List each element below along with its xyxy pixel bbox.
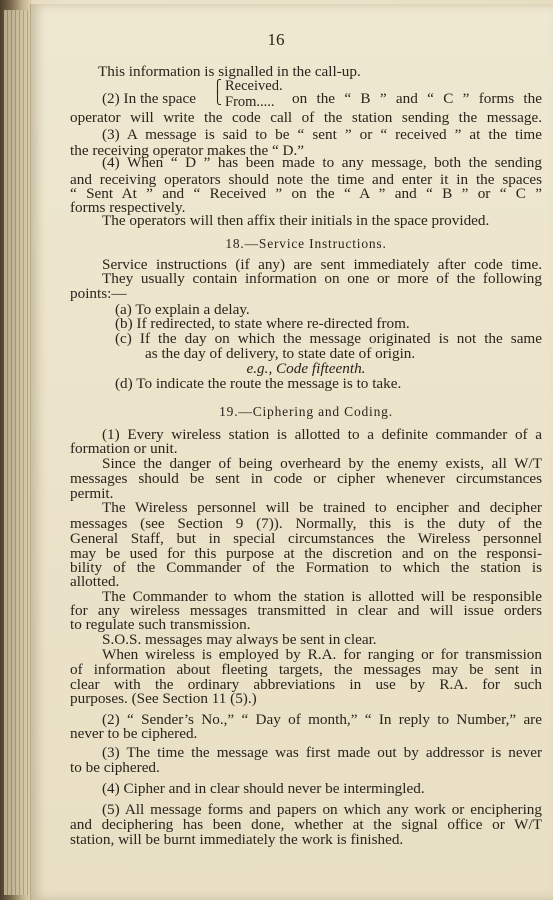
text-line: (2) In the space (102, 90, 197, 107)
text-line: permit. (70, 485, 114, 502)
text-line: never to be ciphered. (70, 725, 198, 742)
text-line: bility of the Commander of the Formation to which the station is (70, 559, 542, 576)
brace-icon: ⎧ ⎩ (213, 79, 222, 105)
text-line: (3) The time the message was first made out by addressor is never (102, 744, 542, 761)
text-line: points:— (70, 285, 127, 302)
text-line: clear with the ordinary abbreviations in use by R.A. for such (70, 676, 542, 693)
list-item: (a) To explain a delay. (115, 301, 250, 318)
text-line: to be ciphered. (70, 759, 160, 776)
text-line: e.g., Code fifteenth. (246, 360, 366, 377)
text-line: S.O.S. messages may always be sent in clear. (102, 631, 377, 648)
text-line: They usually contain information on one or more of the following (102, 270, 542, 287)
text-line: the receiving operator makes the “ D.” (70, 142, 305, 159)
list-item: (c) If the day on which the message originated is not the same (115, 330, 542, 347)
text-line: This information is signalled in the call-up. (98, 63, 361, 80)
text-line: (1) Every wireless station is allotted to a definite commander of a (102, 426, 542, 443)
text-line: may be used for this purpose at the discretion and on the responsi- (70, 545, 542, 562)
text-line: Service instructions (if any) are sent immediately after code time. (102, 256, 542, 273)
list-item: (d) To indicate the route the message is to take. (115, 375, 402, 392)
text-line: messages should be sent in code or cipher whenever circumstances (70, 470, 542, 487)
text-line: purposes. (See Section 11 (5).) (70, 690, 257, 707)
text-line: (5) All message forms and papers on which any work or enciphering (102, 801, 542, 818)
text-line: formation or unit. (70, 440, 178, 457)
text-line: When wireless is employed by R.A. for ranging or for transmission (102, 646, 542, 663)
text-line: for any wireless messages transmitted in clear and will issue orders (70, 602, 542, 619)
text-line: and receiving operators should note the time and enter it in the spaces (70, 171, 542, 188)
text-line: “ Sent At ” and “ Received ” on the “ A ” and “ B ” or “ C ” (70, 185, 542, 202)
list-item: (b) If redirected, to state where re-directed from. (115, 315, 410, 332)
section-heading: 18.—Service Instructions. (225, 236, 387, 251)
text-line: The operators will then affix their initials in the space provided. (102, 212, 490, 229)
text-line: on the “ B ” and “ C ” forms the (292, 90, 542, 107)
section-heading: 19.—Ciphering and Coding. (219, 404, 393, 419)
text-line: Since the danger of being overheard by the enemy exists, all W/T (102, 455, 542, 472)
text-line: (4) When “ D ” has been made to any message, both the sending (102, 154, 542, 171)
text-line: The Wireless personnel will be trained to encipher and decipher (102, 499, 542, 516)
text-line: as the day of delivery, to state date of origin. (145, 345, 416, 362)
text-line: messages (see Section 9 (7)). Normally, this is the duty of the (70, 515, 542, 532)
text-line: station, will be burnt immediately the work is finished. (70, 831, 404, 848)
text-line: (2) “ Sender’s No.,” “ Day of month,” “ In reply to Number,” are (102, 711, 542, 728)
text-line: forms respectively. (70, 199, 186, 216)
text-line: General Staff, but in special circumstances the Wireless personnel (70, 530, 542, 547)
text-line: of information about fleeting targets, the messages may be sent in (70, 661, 542, 678)
text-line: From..... (225, 94, 275, 110)
text-line: The Commander to whom the station is allotted will be responsible (102, 588, 542, 605)
text-line: (4) Cipher and in clear should never be intermingled. (102, 780, 425, 797)
text-line: operator will write the code call of the station sending the message. (70, 109, 542, 126)
page-number: 16 (267, 30, 285, 49)
text-line: and deciphering has been done, whether at the signal office or W/T (70, 816, 542, 833)
text-line: to regulate such transmission. (70, 616, 251, 633)
text-line: (3) A message is said to be “ sent ” or “ received ” at the time (102, 126, 542, 143)
text-line: allotted. (70, 573, 120, 590)
text-line: Received. (225, 78, 283, 94)
